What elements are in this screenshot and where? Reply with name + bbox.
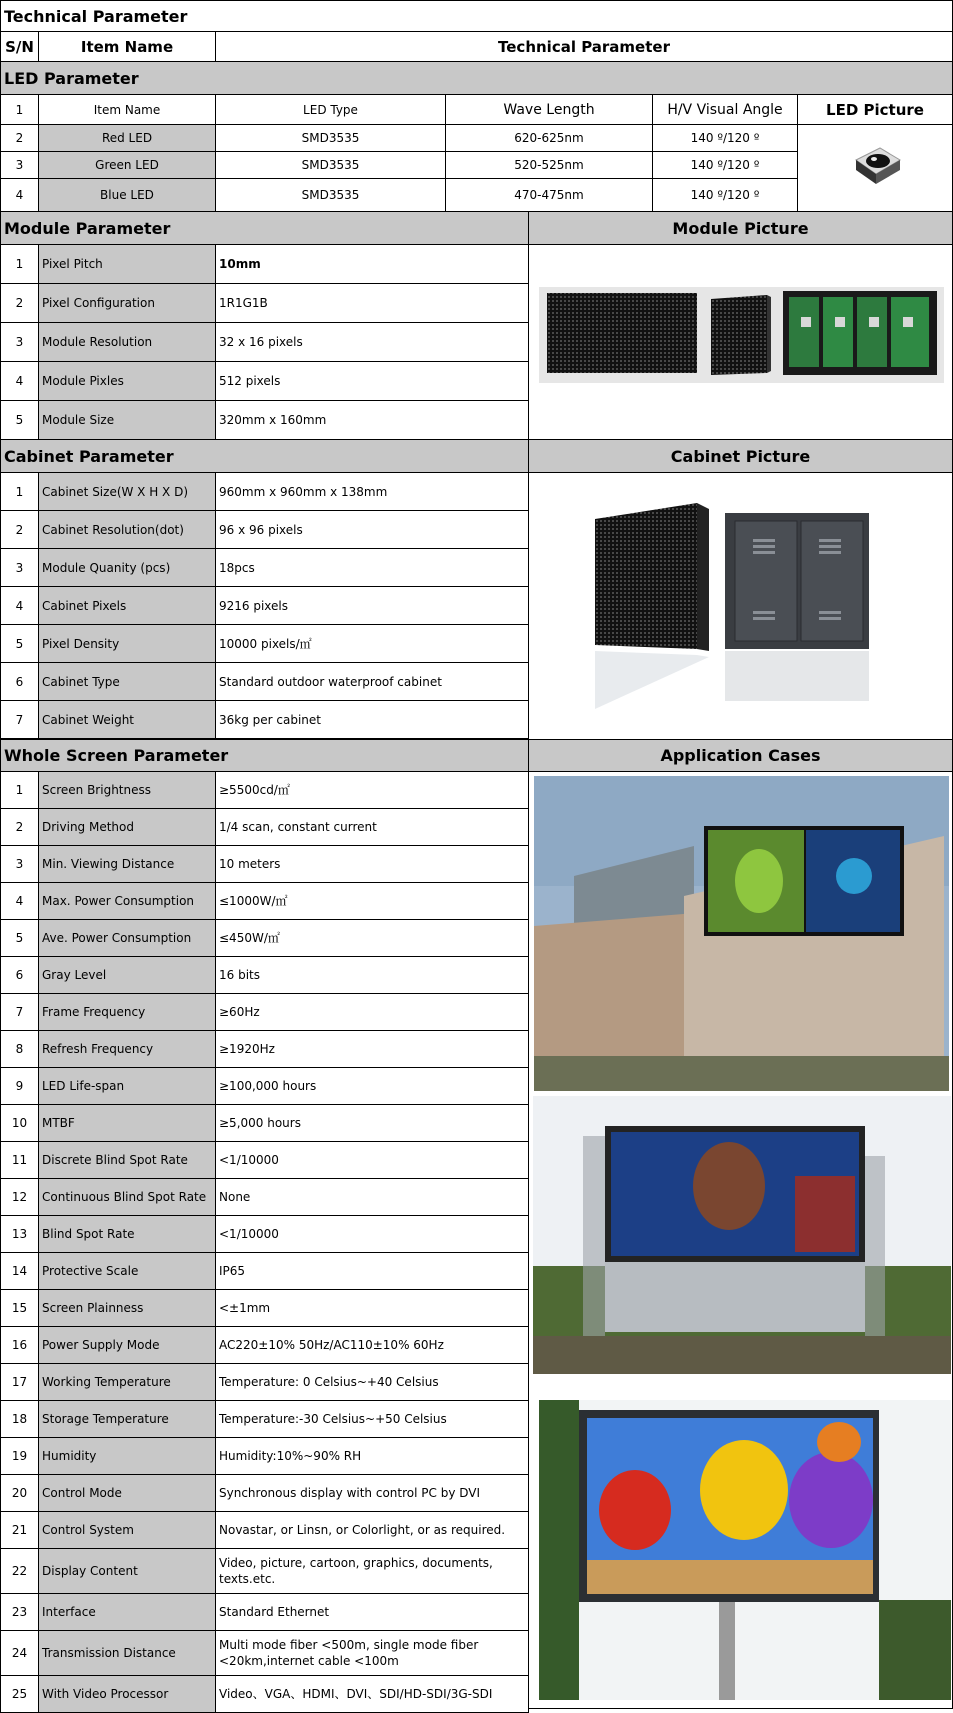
screen-row-value: Temperature: 0 Celsius~+40 Celsius bbox=[215, 1363, 529, 1401]
screen-row-value: AC220±10% 50Hz/AC110±10% 60Hz bbox=[215, 1326, 529, 1364]
screen-row-value: <1/10000 bbox=[215, 1215, 529, 1253]
screen-row-name: Display Content bbox=[38, 1548, 216, 1594]
application-case-balloons-image bbox=[539, 1400, 951, 1700]
module-row-value: 1R1G1B bbox=[215, 283, 529, 323]
screen-row-name: Control System bbox=[38, 1511, 216, 1549]
screen-row-sn: 6 bbox=[0, 956, 39, 994]
screen-row-name: Transmission Distance bbox=[38, 1630, 216, 1676]
screen-row-name: Power Supply Mode bbox=[38, 1326, 216, 1364]
screen-row-sn: 13 bbox=[0, 1215, 39, 1253]
screen-row-sn: 10 bbox=[0, 1104, 39, 1142]
cabinet-row-sn: 5 bbox=[0, 624, 39, 663]
module-row-sn: 4 bbox=[0, 361, 39, 401]
led-row-name: Blue LED bbox=[38, 178, 216, 212]
screen-row-name: Working Temperature bbox=[38, 1363, 216, 1401]
module-section-header: Module Parameter bbox=[0, 211, 529, 245]
module-picture-header: Module Picture bbox=[528, 211, 953, 245]
module-row-sn: 3 bbox=[0, 322, 39, 362]
screen-row-value: ≤1000W/㎡ bbox=[215, 882, 529, 920]
screen-row-value: ≥60Hz bbox=[215, 993, 529, 1031]
screen-row-sn: 9 bbox=[0, 1067, 39, 1105]
screen-row-name: Driving Method bbox=[38, 808, 216, 846]
cabinet-row-name: Cabinet Resolution(dot) bbox=[38, 510, 216, 549]
cabinet-picture-header: Cabinet Picture bbox=[528, 439, 953, 473]
sn-header: S/N bbox=[0, 31, 39, 62]
led-row-name: Green LED bbox=[38, 151, 216, 179]
cabinet-row-name: Pixel Density bbox=[38, 624, 216, 663]
screen-row-name: Storage Temperature bbox=[38, 1400, 216, 1438]
screen-row-value: Temperature:-30 Celsius~+50 Celsius bbox=[215, 1400, 529, 1438]
led-row-wave: 520-525nm bbox=[445, 151, 653, 179]
screen-row-name: Humidity bbox=[38, 1437, 216, 1475]
screen-row-value: Video, picture, cartoon, graphics, documents, texts.etc. bbox=[215, 1548, 529, 1594]
cabinet-row-sn: 1 bbox=[0, 472, 39, 511]
led-row-name: Red LED bbox=[38, 124, 216, 152]
screen-row-name: Control Mode bbox=[38, 1474, 216, 1512]
led-row-sn: 1 bbox=[0, 94, 39, 125]
cabinet-row-value: 96 x 96 pixels bbox=[215, 510, 529, 549]
application-cases-cell bbox=[528, 771, 953, 1709]
led-row-wave: 470-475nm bbox=[445, 178, 653, 212]
screen-row-sn: 19 bbox=[0, 1437, 39, 1475]
screen-row-sn: 20 bbox=[0, 1474, 39, 1512]
page-title: Technical Parameter bbox=[0, 0, 953, 32]
screen-row-name: Interface bbox=[38, 1593, 216, 1631]
led-col-item-name: Item Name bbox=[38, 94, 216, 125]
screen-row-sn: 23 bbox=[0, 1593, 39, 1631]
screen-row-sn: 21 bbox=[0, 1511, 39, 1549]
screen-row-name: With Video Processor bbox=[38, 1675, 216, 1713]
module-row-value: 512 pixels bbox=[215, 361, 529, 401]
screen-row-value: ≥100,000 hours bbox=[215, 1067, 529, 1105]
led-row-type: SMD3535 bbox=[215, 151, 446, 179]
screen-row-value: Synchronous display with control PC by DVI bbox=[215, 1474, 529, 1512]
screen-row-name: Discrete Blind Spot Rate bbox=[38, 1141, 216, 1179]
led-row-wave: 620-625nm bbox=[445, 124, 653, 152]
cabinet-row-sn: 4 bbox=[0, 586, 39, 625]
screen-row-value: <±1mm bbox=[215, 1289, 529, 1327]
screen-row-value: ≤450W/㎡ bbox=[215, 919, 529, 957]
screen-row-value: 16 bits bbox=[215, 956, 529, 994]
screen-row-value: None bbox=[215, 1178, 529, 1216]
led-chip-image bbox=[798, 124, 952, 212]
cabinet-row-name: Cabinet Weight bbox=[38, 700, 216, 739]
screen-row-name: Gray Level bbox=[38, 956, 216, 994]
technical-parameter-header: Technical Parameter bbox=[215, 31, 953, 62]
screen-row-value: Humidity:10%~90% RH bbox=[215, 1437, 529, 1475]
screen-row-name: Blind Spot Rate bbox=[38, 1215, 216, 1253]
screen-row-value: ≥5500cd/㎡ bbox=[215, 771, 529, 809]
screen-row-name: LED Life-span bbox=[38, 1067, 216, 1105]
cabinet-section-header: Cabinet Parameter bbox=[0, 439, 529, 473]
cabinet-row-name: Module Quanity (pcs) bbox=[38, 548, 216, 587]
screen-row-value: 10 meters bbox=[215, 845, 529, 883]
led-row-angle: 140 º/120 º bbox=[652, 151, 798, 179]
application-case-building-image bbox=[534, 776, 949, 1091]
screen-row-sn: 18 bbox=[0, 1400, 39, 1438]
screen-row-sn: 4 bbox=[0, 882, 39, 920]
screen-row-value: IP65 bbox=[215, 1252, 529, 1290]
item-name-header: Item Name bbox=[38, 31, 216, 62]
screen-row-sn: 12 bbox=[0, 1178, 39, 1216]
screen-row-sn: 5 bbox=[0, 919, 39, 957]
screen-row-sn: 24 bbox=[0, 1630, 39, 1676]
application-cases-header: Application Cases bbox=[528, 739, 953, 772]
module-row-sn: 1 bbox=[0, 244, 39, 284]
screen-row-name: Protective Scale bbox=[38, 1252, 216, 1290]
cabinet-row-value: 9216 pixels bbox=[215, 586, 529, 625]
screen-row-sn: 25 bbox=[0, 1675, 39, 1713]
cabinet-row-sn: 3 bbox=[0, 548, 39, 587]
screen-row-sn: 16 bbox=[0, 1326, 39, 1364]
module-row-value: 10mm bbox=[215, 244, 529, 284]
led-row-angle: 140 º/120 º bbox=[652, 124, 798, 152]
screen-row-sn: 14 bbox=[0, 1252, 39, 1290]
cabinet-row-name: Cabinet Pixels bbox=[38, 586, 216, 625]
module-image bbox=[539, 287, 944, 383]
module-picture-cell bbox=[528, 244, 953, 440]
led-col-led-type: LED Type bbox=[215, 94, 446, 125]
led-picture-cell bbox=[797, 124, 953, 212]
led-row-type: SMD3535 bbox=[215, 124, 446, 152]
screen-row-sn: 7 bbox=[0, 993, 39, 1031]
led-section-header: LED Parameter bbox=[0, 61, 953, 95]
cabinet-row-value: 10000 pixels/㎡ bbox=[215, 624, 529, 663]
module-row-value: 32 x 16 pixels bbox=[215, 322, 529, 362]
led-row-sn: 3 bbox=[0, 151, 39, 179]
application-case-billboard-image bbox=[533, 1096, 951, 1374]
module-row-value: 320mm x 160mm bbox=[215, 400, 529, 440]
screen-row-sn: 2 bbox=[0, 808, 39, 846]
led-col-wave-length: Wave Length bbox=[445, 94, 653, 125]
screen-row-value: Multi mode fiber <500m, single mode fiber <20km,internet cable <100m bbox=[215, 1630, 529, 1676]
cabinet-row-name: Cabinet Size(W X H X D) bbox=[38, 472, 216, 511]
led-row-angle: 140 º/120 º bbox=[652, 178, 798, 212]
led-picture-header: LED Picture bbox=[797, 94, 953, 125]
screen-row-value: Novastar, or Linsn, or Colorlight, or as required. bbox=[215, 1511, 529, 1549]
screen-row-name: MTBF bbox=[38, 1104, 216, 1142]
module-row-sn: 5 bbox=[0, 400, 39, 440]
screen-row-value: 1/4 scan, constant current bbox=[215, 808, 529, 846]
screen-row-value: ≥5,000 hours bbox=[215, 1104, 529, 1142]
cabinet-row-name: Cabinet Type bbox=[38, 662, 216, 701]
screen-row-value: <1/10000 bbox=[215, 1141, 529, 1179]
cabinet-picture-cell bbox=[528, 472, 953, 740]
cabinet-row-value: 960mm x 960mm x 138mm bbox=[215, 472, 529, 511]
screen-row-sn: 1 bbox=[0, 771, 39, 809]
screen-row-sn: 22 bbox=[0, 1548, 39, 1594]
screen-row-value: ≥1920Hz bbox=[215, 1030, 529, 1068]
cabinet-row-sn: 2 bbox=[0, 510, 39, 549]
screen-row-sn: 15 bbox=[0, 1289, 39, 1327]
led-row-sn: 4 bbox=[0, 178, 39, 212]
led-col-visual-angle: H/V Visual Angle bbox=[652, 94, 798, 125]
cabinet-image bbox=[587, 499, 887, 729]
screen-section-header: Whole Screen Parameter bbox=[0, 739, 529, 772]
screen-row-name: Screen Brightness bbox=[38, 771, 216, 809]
screen-row-sn: 11 bbox=[0, 1141, 39, 1179]
screen-row-name: Continuous Blind Spot Rate bbox=[38, 1178, 216, 1216]
screen-row-name: Refresh Frequency bbox=[38, 1030, 216, 1068]
screen-row-value: Standard Ethernet bbox=[215, 1593, 529, 1631]
screen-row-name: Screen Plainness bbox=[38, 1289, 216, 1327]
module-row-name: Pixel Configuration bbox=[38, 283, 216, 323]
cabinet-row-value: Standard outdoor waterproof cabinet bbox=[215, 662, 529, 701]
screen-row-name: Max. Power Consumption bbox=[38, 882, 216, 920]
cabinet-row-sn: 6 bbox=[0, 662, 39, 701]
cabinet-row-value: 36kg per cabinet bbox=[215, 700, 529, 739]
screen-row-name: Min. Viewing Distance bbox=[38, 845, 216, 883]
module-row-name: Module Pixles bbox=[38, 361, 216, 401]
cabinet-row-sn: 7 bbox=[0, 700, 39, 739]
cabinet-row-value: 18pcs bbox=[215, 548, 529, 587]
led-row-type: SMD3535 bbox=[215, 178, 446, 212]
module-row-name: Module Size bbox=[38, 400, 216, 440]
module-row-name: Pixel Pitch bbox=[38, 244, 216, 284]
screen-row-name: Frame Frequency bbox=[38, 993, 216, 1031]
screen-row-name: Ave. Power Consumption bbox=[38, 919, 216, 957]
screen-row-sn: 17 bbox=[0, 1363, 39, 1401]
screen-row-sn: 8 bbox=[0, 1030, 39, 1068]
led-row-sn: 2 bbox=[0, 124, 39, 152]
screen-row-value: Video、VGA、HDMI、DVI、SDI/HD-SDI/3G-SDI bbox=[215, 1675, 529, 1713]
module-row-name: Module Resolution bbox=[38, 322, 216, 362]
module-row-sn: 2 bbox=[0, 283, 39, 323]
screen-row-sn: 3 bbox=[0, 845, 39, 883]
